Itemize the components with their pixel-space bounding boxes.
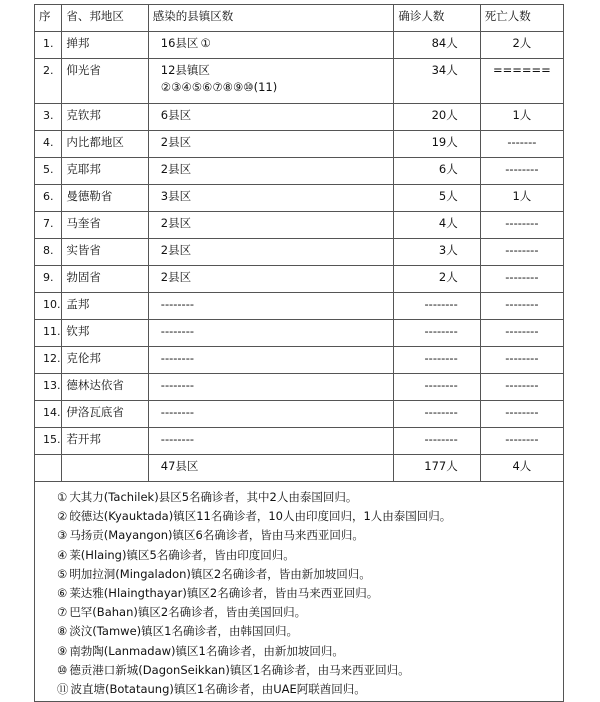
table-row [35, 401, 564, 428]
row-region: 德林达依省 [62, 374, 148, 401]
county-count: -------- [160, 297, 194, 311]
row-region: 曼德勒省 [62, 185, 148, 212]
row-confirmed: 5人 [394, 185, 480, 212]
row-region: 钦邦 [62, 320, 148, 347]
row-number: 8. [35, 239, 62, 266]
note-marker: ⑧ [222, 80, 233, 94]
note-mark: ⑪ [57, 682, 69, 697]
row-county [148, 293, 394, 320]
county-count: 2县区 [160, 243, 192, 257]
county-count: -------- [160, 324, 194, 338]
table-row [35, 266, 564, 293]
total-confirmed: 177人 [394, 455, 480, 482]
note-markers [200, 36, 210, 50]
note-marker: ⑩ [243, 80, 254, 94]
row-county [148, 185, 394, 212]
total-row [35, 455, 564, 482]
row-region: 孟邦 [62, 293, 148, 320]
county-count: 2县区 [160, 216, 192, 230]
total-county: 47县区 [148, 455, 394, 482]
county-count: 3县区 [160, 189, 192, 203]
table-row [35, 59, 564, 104]
row-confirmed: -------- [394, 374, 480, 401]
row-number: 9. [35, 266, 62, 293]
row-county [148, 266, 394, 293]
header-deaths: 死亡人数 [480, 5, 563, 32]
note-mark: ② [57, 509, 68, 524]
notes-box [34, 482, 564, 702]
row-region: 若开邦 [62, 428, 148, 455]
table-row [35, 185, 564, 212]
row-number: 6. [35, 185, 62, 212]
row-deaths: -------- [480, 212, 563, 239]
table-row [35, 212, 564, 239]
county-count: 2县区 [160, 135, 192, 149]
header-confirmed: 确诊人数 [394, 5, 480, 32]
note-item [57, 584, 563, 603]
row-confirmed: -------- [394, 320, 480, 347]
county-count: -------- [160, 432, 194, 446]
row-region: 克耶邦 [62, 158, 148, 185]
row-county [148, 131, 394, 158]
row-deaths: ------- [480, 131, 563, 158]
note-text: 大其力(Tachilek)县区5名确诊者，其中2人由泰国回归。 [69, 490, 358, 504]
row-confirmed: 3人 [394, 239, 480, 266]
row-county [148, 428, 394, 455]
row-county [148, 59, 394, 104]
report-sheet [34, 4, 564, 702]
row-confirmed: -------- [394, 293, 480, 320]
row-deaths: -------- [480, 320, 563, 347]
row-confirmed: 6人 [394, 158, 480, 185]
row-deaths: -------- [480, 428, 563, 455]
row-number: 13. [35, 374, 62, 401]
note-mark: ⑨ [57, 643, 68, 658]
note-item [57, 565, 563, 584]
county-count: 6县区 [160, 108, 192, 122]
note-mark: ④ [57, 547, 68, 562]
row-county [148, 374, 394, 401]
row-confirmed: 19人 [394, 131, 480, 158]
note-marker: ⑥ [202, 80, 213, 94]
county-count: -------- [160, 378, 194, 392]
row-deaths: -------- [480, 158, 563, 185]
table-row [35, 374, 564, 401]
total-blank [35, 455, 62, 482]
note-item [57, 488, 563, 507]
row-deaths: ====== [480, 59, 563, 104]
row-county [148, 158, 394, 185]
row-number: 15. [35, 428, 62, 455]
note-text: 莱(Hlaing)镇区5名确诊者，皆由印度回归。 [69, 547, 295, 562]
table-row [35, 239, 564, 266]
note-marker: ⑦ [212, 80, 223, 94]
row-number: 14. [35, 401, 62, 428]
row-deaths: 1人 [480, 104, 563, 131]
row-number: 11. [35, 320, 62, 347]
note-item [57, 546, 563, 565]
row-deaths: -------- [480, 266, 563, 293]
note-mark: ③ [57, 528, 68, 543]
row-confirmed: -------- [394, 428, 480, 455]
note-item [57, 526, 563, 545]
row-number: 2. [35, 59, 62, 104]
note-marker: ① [200, 36, 211, 50]
row-deaths: -------- [480, 239, 563, 266]
note-marker: ⑨ [232, 80, 244, 94]
table-row [35, 158, 564, 185]
header-no: 序 [35, 5, 62, 32]
row-number: 10. [35, 293, 62, 320]
county-count: -------- [160, 351, 194, 365]
row-region: 勃固省 [62, 266, 148, 293]
table-row [35, 428, 564, 455]
note-marker: ⑤ [191, 80, 203, 94]
note-text: 巴罕(Bahan)镇区2名确诊者，皆由美国回归。 [69, 605, 307, 620]
county-count: 16县区 [160, 36, 199, 50]
row-deaths: -------- [480, 374, 563, 401]
row-number: 12. [35, 347, 62, 374]
note-marker: (11) [253, 80, 278, 94]
county-count: 12县镇区 [160, 63, 210, 77]
note-mark: ⑩ [57, 662, 68, 677]
header-county: 感染的县镇区数 [148, 5, 394, 32]
row-county [148, 104, 394, 131]
row-county [148, 239, 394, 266]
row-region: 马奎省 [62, 212, 148, 239]
row-deaths: 1人 [480, 185, 563, 212]
row-deaths: 2人 [480, 32, 563, 59]
county-count: -------- [160, 405, 194, 419]
note-marker: ④ [181, 80, 192, 94]
table-row [35, 131, 564, 158]
row-deaths: -------- [480, 347, 563, 374]
note-mark: ⑤ [57, 566, 68, 581]
table-body [35, 32, 564, 482]
header-region: 省、邦地区 [62, 5, 148, 32]
note-marker: ② [160, 80, 172, 94]
note-text: 皎德达(Kyauktada)镇区11名确诊者，10人由印度回归，1人由泰国回归。 [69, 509, 452, 524]
table-row [35, 293, 564, 320]
note-text: 明加拉洞(Mingaladon)镇区2名确诊者，皆由新加坡回归。 [69, 566, 371, 581]
county-count: 2县区 [160, 270, 192, 284]
row-county [148, 401, 394, 428]
table-row [35, 32, 564, 59]
note-text: 南勃陶(Lanmadaw)镇区1名确诊者，由新加坡回归。 [69, 643, 344, 658]
row-county [148, 347, 394, 374]
county-count: 2县区 [160, 162, 192, 176]
note-text: 波直塘(Botataung)镇区1名确诊者，由UAE阿联酋回归。 [70, 682, 366, 697]
row-county [148, 32, 394, 59]
note-text: 马扬贡(Mayangon)镇区6名确诊者，皆由马来西亚回归。 [69, 528, 364, 543]
note-mark: ⑧ [57, 624, 68, 639]
note-item [57, 680, 563, 699]
table-row [35, 320, 564, 347]
note-markers [161, 80, 390, 95]
note-mark: ⑦ [57, 605, 68, 620]
row-county [148, 212, 394, 239]
case-table [34, 4, 564, 482]
row-region: 内比都地区 [62, 131, 148, 158]
note-text: 莱达雅(Hlaingthayar)镇区2名确诊者，皆由马来西亚回归。 [69, 586, 379, 601]
row-confirmed: 34人 [394, 59, 480, 104]
note-item [57, 622, 563, 641]
row-region: 实皆省 [62, 239, 148, 266]
row-region: 仰光省 [62, 59, 148, 104]
note-text: 淡汶(Tamwe)镇区1名确诊者，由韩国回归。 [69, 624, 298, 639]
note-text: 德贡港口新城(DagonSeikkan)镇区1名确诊者，由马来西亚回归。 [69, 662, 410, 677]
table-header-row [35, 5, 564, 32]
note-mark: ① [57, 490, 68, 504]
note-item [57, 603, 563, 622]
row-confirmed: -------- [394, 347, 480, 374]
note-item [57, 661, 563, 680]
row-confirmed: -------- [394, 401, 480, 428]
row-deaths: -------- [480, 401, 563, 428]
note-marker: ③ [171, 80, 182, 94]
row-number: 4. [35, 131, 62, 158]
row-confirmed: 4人 [394, 212, 480, 239]
row-number: 3. [35, 104, 62, 131]
row-confirmed: 84人 [394, 32, 480, 59]
row-county [148, 320, 394, 347]
total-deaths: 4人 [480, 455, 563, 482]
note-item [57, 507, 563, 526]
note-mark: ⑥ [57, 586, 68, 601]
note-item [57, 642, 563, 661]
row-region: 克钦邦 [62, 104, 148, 131]
row-confirmed: 2人 [394, 266, 480, 293]
total-blank-region [62, 455, 148, 482]
row-number: 5. [35, 158, 62, 185]
table-row [35, 347, 564, 374]
row-deaths: -------- [480, 293, 563, 320]
table-row [35, 104, 564, 131]
row-region: 伊洛瓦底省 [62, 401, 148, 428]
row-region: 克伦邦 [62, 347, 148, 374]
row-region: 掸邦 [62, 32, 148, 59]
row-confirmed: 20人 [394, 104, 480, 131]
row-number: 1. [35, 32, 62, 59]
row-number: 7. [35, 212, 62, 239]
